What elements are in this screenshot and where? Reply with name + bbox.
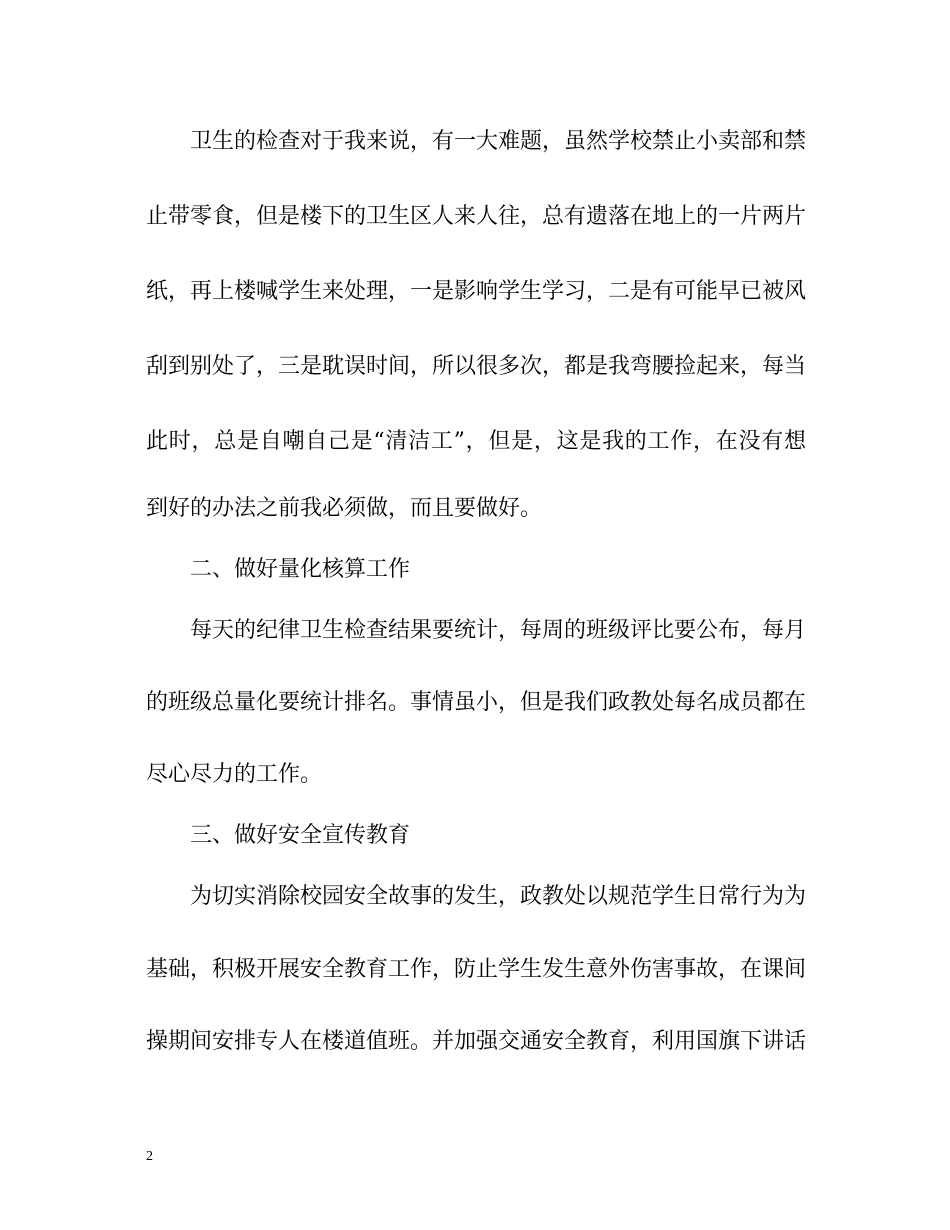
paragraph-line: 基础，积极开展安全教育工作，防止学生发生意外伤害事故，在课间 (146, 957, 806, 982)
paragraph-line: 刮到别处了，三是耽误时间，所以很多次，都是我弯腰捡起来，每当 (146, 354, 806, 379)
paragraph-line: 到好的办法之前我必须做，而且要做好。 (146, 496, 543, 521)
paragraph-line: 操期间安排专人在楼道值班。并加强交通安全教育，利用国旗下讲话 (146, 1029, 806, 1054)
section-heading: 二、做好量化核算工作 (190, 557, 411, 582)
paragraph-line: 每天的纪律卫生检查结果要统计，每周的班级评比要公布，每月 (190, 618, 806, 643)
paragraph-line: 纸，再上楼喊学生来处理，一是影响学生学习，二是有可能早已被风 (146, 279, 806, 304)
paragraph-line: 止带零食，但是楼下的卫生区人来人往，总有遗落在地上的一片两片 (146, 204, 806, 229)
paragraph-line: 尽心尽力的工作。 (146, 762, 323, 787)
paragraph-line: 卫生的检查对于我来说，有一大难题，虽然学校禁止小卖部和禁 (190, 129, 806, 154)
paragraph-line: 此时，总是自嘲自己是“清洁工”，但是，这是我的工作，在没有想 (146, 429, 806, 454)
page-number: 2 (146, 1149, 153, 1164)
section-heading: 三、做好安全宣传教育 (190, 823, 411, 848)
paragraph-line: 为切实消除校园安全故事的发生，政教处以规范学生日常行为为 (190, 884, 806, 909)
paragraph-line: 的班级总量化要统计排名。事情虽小，但是我们政教处每名成员都在 (146, 690, 806, 715)
